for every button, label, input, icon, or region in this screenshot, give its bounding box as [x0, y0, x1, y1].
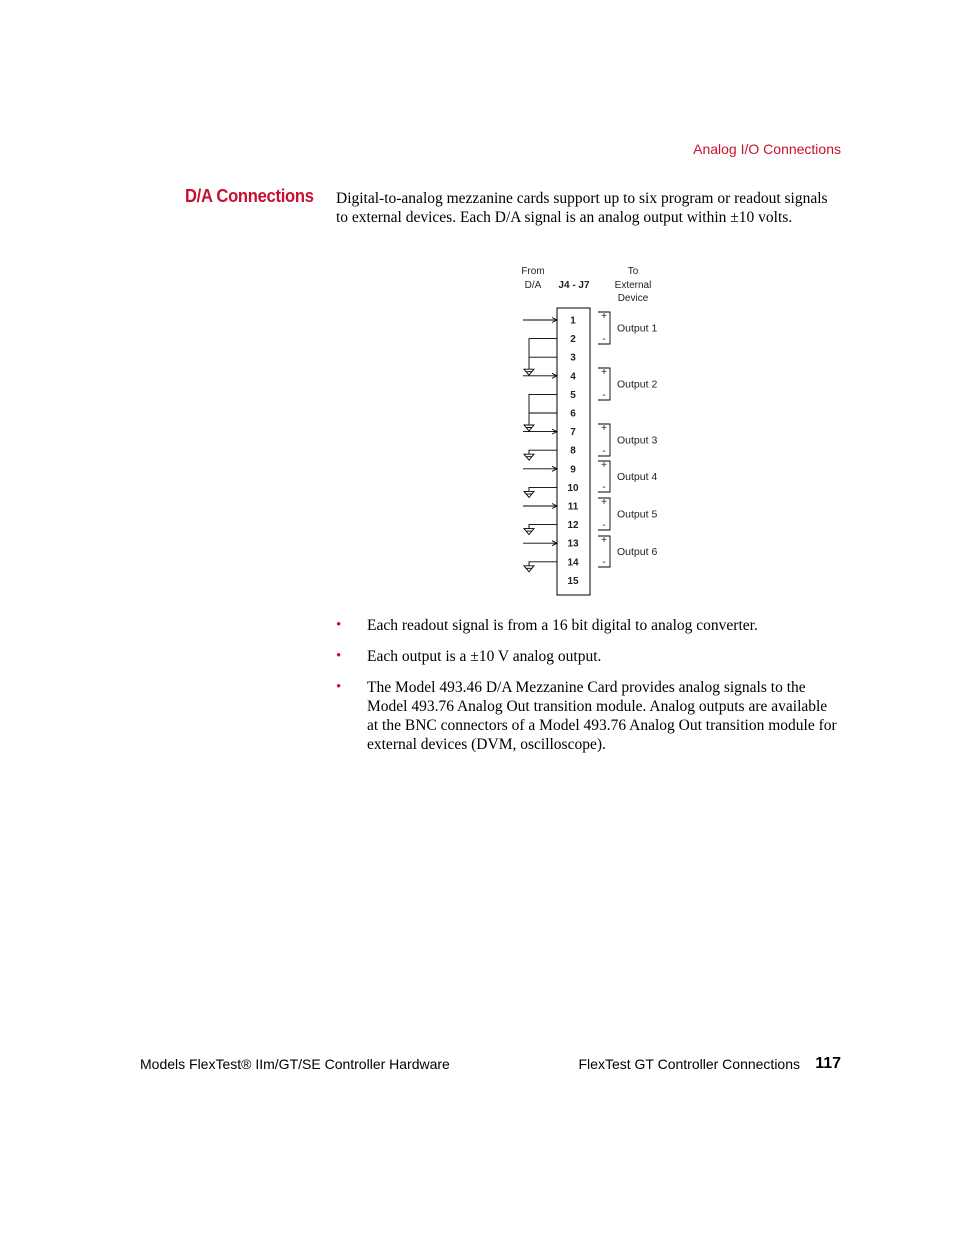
connector-label: J4 - J7	[558, 280, 590, 291]
pin-labels	[567, 316, 579, 587]
pin-number: 15	[567, 575, 579, 587]
wiring	[523, 318, 557, 572]
footer-document-title: Models FlexTest® IIm/GT/SE Controller Hardware	[140, 1056, 450, 1072]
pin-number: 2	[570, 334, 576, 346]
ground-icon	[524, 369, 534, 375]
pin-number: 1	[570, 315, 576, 327]
output-label: Output 3	[617, 434, 658, 447]
pin-number: 7	[570, 427, 576, 439]
intro-paragraph: Digital-to-analog mezzanine cards support up to six program or readout signals to external devices. Each D/A signal is an analog output within ±10 volts.	[336, 190, 828, 226]
bullet-text: Each output is a ±10 V analog output.	[367, 648, 602, 665]
output-minus: -	[602, 482, 606, 493]
ground-icon	[524, 529, 534, 535]
ground-icon	[524, 425, 534, 431]
running-header: Analog I/O Connections	[693, 141, 841, 157]
bullet-text: The Model 493.46 D/A Mezzanine Card provides analog signals to the Model 493.76 Analog Out transition module. Analog outputs are available at the BNC connectors of a Model 493.76 Analog Out transition module for external devices (DVM, oscilloscope).	[367, 679, 837, 753]
output-label: Output 5	[617, 508, 658, 521]
outputs	[598, 311, 657, 568]
ground-jumper	[529, 394, 557, 425]
output-plus: +	[601, 311, 607, 322]
bullet-item	[336, 647, 842, 666]
output-plus: +	[601, 535, 607, 546]
pin-number: 14	[567, 557, 579, 569]
pin-number: 13	[567, 538, 579, 550]
bullet-item	[336, 678, 842, 754]
output-minus: -	[602, 446, 606, 457]
bullet-item	[336, 616, 842, 635]
bullet-text: Each readout signal is from a 16 bit digital to analog converter.	[367, 617, 758, 634]
pin-number: 9	[570, 464, 576, 476]
ground-icon	[524, 491, 534, 497]
output-plus: +	[601, 497, 607, 508]
output-minus: -	[602, 557, 606, 568]
output-label: Output 4	[617, 471, 658, 483]
pin-number: 5	[570, 389, 576, 401]
output-plus: +	[601, 460, 607, 471]
pin-number: 8	[570, 445, 576, 457]
output-minus: -	[602, 334, 606, 345]
from-label-line-2: D/A	[524, 280, 542, 291]
output-plus: +	[601, 423, 607, 434]
output-label: Output 2	[617, 378, 658, 391]
ground-lead	[529, 487, 557, 491]
ground-jumper	[529, 339, 557, 370]
ground-lead	[529, 450, 557, 454]
ground-icon	[524, 454, 534, 460]
ground-lead	[529, 525, 557, 529]
output-minus: -	[602, 390, 606, 401]
bullet-dot: •	[336, 679, 342, 695]
pin-number: 3	[570, 352, 576, 364]
to-label-line-2: External	[614, 280, 652, 291]
output-minus: -	[602, 520, 606, 531]
ground-lead	[529, 562, 557, 566]
section-title: D/A Connections	[185, 186, 314, 206]
from-label-line-1: From	[521, 266, 545, 277]
da-connector-diagram	[505, 260, 675, 600]
output-label: Output 6	[617, 546, 658, 558]
pin-number: 10	[567, 482, 579, 494]
to-label-line-1: To	[627, 266, 639, 277]
pin-number: 12	[567, 520, 579, 532]
footer-chapter-title: FlexTest GT Controller Connections	[578, 1056, 800, 1072]
pin-number: 4	[570, 371, 576, 383]
bullet-list	[336, 616, 842, 766]
bullet-dot: •	[336, 617, 342, 633]
output-label: Output 1	[617, 322, 658, 335]
ground-icon	[524, 566, 534, 572]
page-number: 117	[815, 1055, 841, 1072]
bullet-dot: •	[336, 648, 342, 664]
to-label-line-3: Device	[617, 293, 649, 304]
pin-number: 6	[570, 408, 576, 420]
pin-number: 11	[567, 501, 579, 513]
output-plus: +	[601, 367, 607, 378]
